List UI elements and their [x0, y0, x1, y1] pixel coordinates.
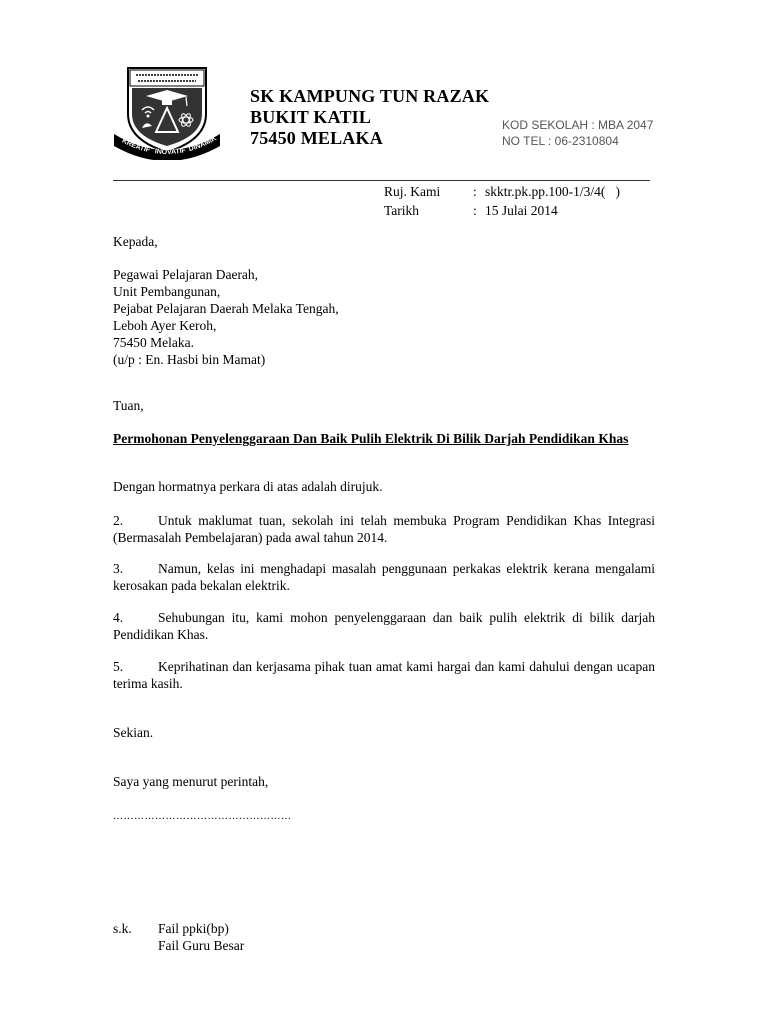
- signature-line: ……………………………………………: [113, 811, 292, 822]
- closing-phrase: Saya yang menurut perintah,: [113, 774, 269, 789]
- ribbon-left-text: KREATIF: [120, 137, 151, 155]
- school-crest-logo: [112, 62, 222, 160]
- recipient-line: Leboh Ayer Keroh,: [113, 318, 217, 333]
- greeting: Tuan,: [113, 398, 144, 413]
- paragraph-5: [113, 658, 655, 692]
- school-postcode-state: 75450 MELAKA: [250, 128, 383, 148]
- paragraph-number: 2.: [113, 513, 124, 528]
- ref-row-ruj: [384, 182, 620, 201]
- paragraph-number: 5.: [113, 659, 124, 674]
- paragraph-text: Sehubungan itu, kami mohon penyelenggaraan dan baik pulih elektrik di bilik darjah Pendidikan Khas.: [113, 610, 655, 642]
- sk-block: [113, 920, 244, 954]
- ribbon-right-text: DINAMIK: [188, 135, 218, 154]
- ref-row-tarikh: [384, 201, 620, 220]
- school-name: SK KAMPUNG TUN RAZAK: [250, 86, 490, 106]
- recipient-line: (u/p : En. Hasbi bin Mamat): [113, 352, 266, 367]
- kod-sekolah: KOD SEKOLAH : MBA 2047: [502, 118, 654, 132]
- letter-subject: Permohonan Penyelenggaraan Dan Baik Pulih Elektrik Di Bilik Darjah Pendidikan Khas: [113, 431, 629, 446]
- paragraph-4: [113, 609, 655, 643]
- tarikh-value: 15 Julai 2014: [485, 203, 558, 218]
- school-name-block: [250, 86, 489, 149]
- tarikh-colon: :: [473, 203, 477, 218]
- tarikh-label: Tarikh: [384, 203, 420, 218]
- recipient-line: Pegawai Pelajaran Daerah,: [113, 267, 259, 282]
- paragraph-text: Untuk maklumat tuan, sekolah ini telah membuka Program Pendidikan Khas Integrasi (Bermasalah Pembelajaran) pada awal tahun 2014.: [113, 513, 655, 545]
- paragraph-number: 3.: [113, 561, 124, 576]
- ruj-label: Ruj. Kami: [384, 184, 441, 199]
- ruj-value: skktr.pk.pp.100-1/3/4( ): [485, 184, 620, 199]
- recipient-line: Unit Pembangunan,: [113, 284, 221, 299]
- school-area: BUKIT KATIL: [250, 107, 372, 127]
- paragraph-2: [113, 512, 655, 546]
- kepada: Kepada,: [113, 234, 158, 249]
- sekian: Sekian.: [113, 725, 154, 740]
- paragraph-text: Namun, kelas ini menghadapi masalah penggunaan perkakas elektrik kerana mengalami kerosakan pada bekalan elektrik.: [113, 561, 655, 593]
- sk-label: s.k.: [113, 921, 132, 936]
- intro-paragraph: Dengan hormatnya perkara di atas adalah dirujuk.: [113, 479, 383, 494]
- reference-block: [384, 182, 620, 220]
- paragraph-3: [113, 560, 655, 594]
- sk-item: Fail Guru Besar: [158, 938, 245, 953]
- sk-row: [113, 920, 244, 937]
- paragraph-text: Keprihatinan dan kerjasama pihak tuan amat kami hargai dan kami dahului dengan ucapan terima kasih.: [113, 659, 655, 691]
- paragraph-number: 4.: [113, 610, 124, 625]
- recipient-address: [113, 266, 339, 368]
- ruj-colon: :: [473, 184, 477, 199]
- sk-item: Fail ppki(bp): [158, 921, 229, 936]
- no-tel: NO TEL : 06-2310804: [502, 134, 619, 148]
- recipient-line: Pejabat Pelajaran Daerah Melaka Tengah,: [113, 301, 339, 316]
- ribbon-center-text: INOVATIF: [154, 146, 187, 157]
- school-codes: [502, 117, 653, 149]
- sk-row: [113, 937, 244, 954]
- recipient-line: 75450 Melaka.: [113, 335, 194, 350]
- header-divider: [113, 180, 650, 181]
